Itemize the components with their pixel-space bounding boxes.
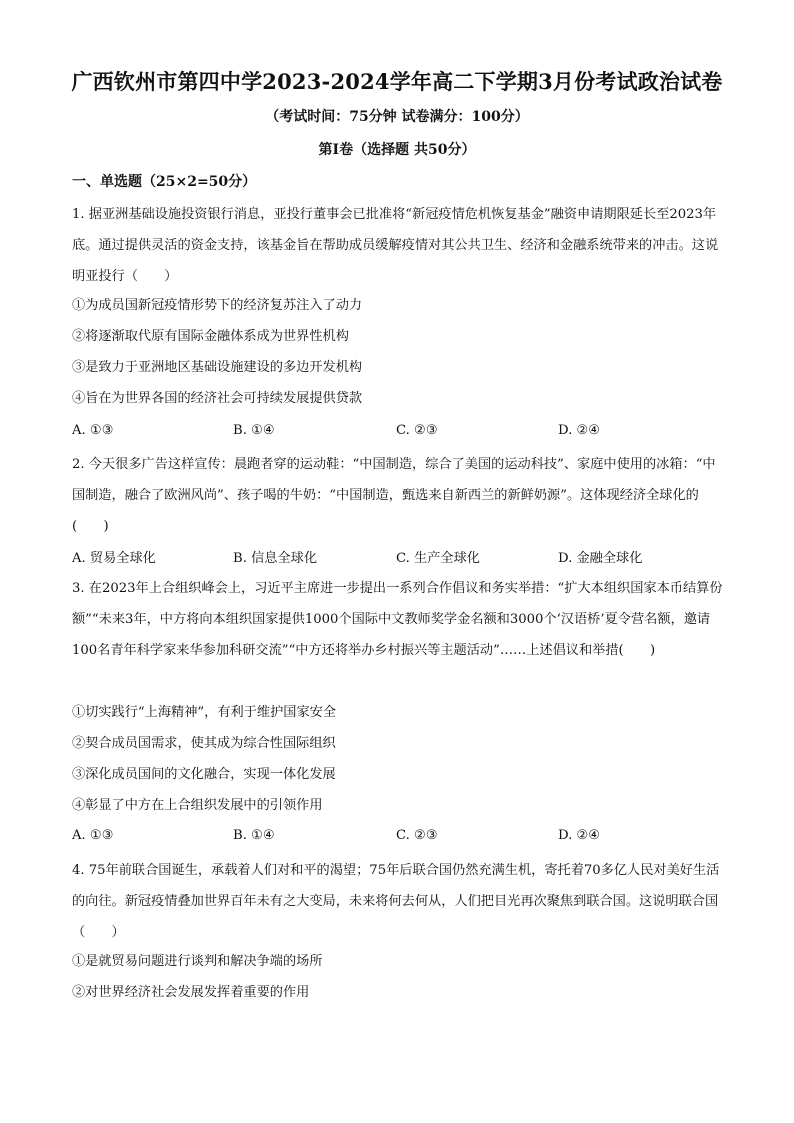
question-1-option-b[interactable]: B. ①④ xyxy=(233,423,275,438)
question-3-option-b[interactable]: B. ①④ xyxy=(233,828,275,843)
question-1-option-c[interactable]: C. ②③ xyxy=(396,423,438,438)
question-2-option-a[interactable]: A. 贸易全球化 xyxy=(72,551,156,566)
question-2-option-c[interactable]: C. 生产全球化 xyxy=(396,551,480,566)
question-1-statement: ③是致力于亚洲地区基础设施建设的多边开发机构 xyxy=(72,360,363,375)
question-3-option-d[interactable]: D. ②④ xyxy=(558,828,601,843)
question-3-stem: 3. 在2023年上合组织峰会上，习近平主席进一步提出一系列合作倡议和务实举措：“扩大本组织国家本币结算份额”“未来3年，中方将向本组织国家提供1000个国际中文教师奖学金名额和3000个‘汉语桥’夏令营名额，邀请100名青年科学家来华参加科研交流”“中方还将举办乡村振兴等主题活动”……上述倡议和举措( ) xyxy=(72,581,723,658)
question-1-option-d[interactable]: D. ②④ xyxy=(558,423,601,438)
question-3-statement: ②契合成员国需求，使其成为综合性国际组织 xyxy=(72,736,336,751)
question-1-option-a[interactable]: A. ①③ xyxy=(72,423,114,438)
question-4-stem: 4. 75年前联合国诞生，承载着人们对和平的渴望；75年后联合国仍然充满生机，寄托着70多亿人民对美好生活的向往。新冠疫情叠加世界百年未有之大变局，未来将何去何从，人们把目光再次聚焦到联合国。这说明联合国（ ） xyxy=(72,863,720,940)
volume-heading: 第Ⅰ卷（选择题 共50分） xyxy=(318,142,476,158)
question-3-statement: ③深化成员国间的文化融合，实现一体化发展 xyxy=(72,767,336,782)
question-1-statement: ②将逐渐取代原有国际金融体系成为世界性机构 xyxy=(72,329,349,344)
question-3-option-c[interactable]: C. ②③ xyxy=(396,828,438,843)
question-2-option-b[interactable]: B. 信息全球化 xyxy=(233,551,318,566)
question-3-option-a[interactable]: A. ①③ xyxy=(72,828,114,843)
question-3-statement: ①切实践行“上海精神”，有利于维护国家安全 xyxy=(72,705,337,720)
question-2-option-d[interactable]: D. 金融全球化 xyxy=(558,551,643,566)
exam-time-info: （考试时间：75分钟 试卷满分：100分） xyxy=(265,109,529,125)
question-2-stem: 2. 今天很多广告这样宣传：晨跑者穿的运动鞋：“中国制造，综合了美国的运动科技”、家庭中使用的冰箱：“中国制造，融合了欧洲风尚”、孩子喝的牛奶：“中国制造，甄选来自新西兰的新鲜奶源”。这体现经济全球化的( ) xyxy=(72,457,716,534)
question-1-statement: ①为成员国新冠疫情形势下的经济复苏注入了动力 xyxy=(72,298,363,313)
question-3-statement: ④彰显了中方在上合组织发展中的引领作用 xyxy=(72,798,323,813)
question-4-statement: ①是就贸易问题进行谈判和解决争端的场所 xyxy=(72,954,323,969)
question-4-statement: ②对世界经济社会发展发挥着重要的作用 xyxy=(72,985,310,1000)
question-1-statement: ④旨在为世界各国的经济社会可持续发展提供贷款 xyxy=(72,391,363,406)
section-heading: 一、单选题（25×2=50分） xyxy=(72,174,257,190)
exam-title: 广西钦州市第四中学2023-2024学年高二下学期3月份考试政治试卷 xyxy=(71,69,723,94)
question-1-stem: 1. 据亚洲基础设施投资银行消息，亚投行董事会已批准将“新冠疫情危机恢复基金”融资申请期限延长至2023年底。通过提供灵活的资金支持，该基金旨在帮助成员缓解疫情对其公共卫生、经济和金融系统带来的冲击。这说明亚投行（ ） xyxy=(72,207,719,284)
